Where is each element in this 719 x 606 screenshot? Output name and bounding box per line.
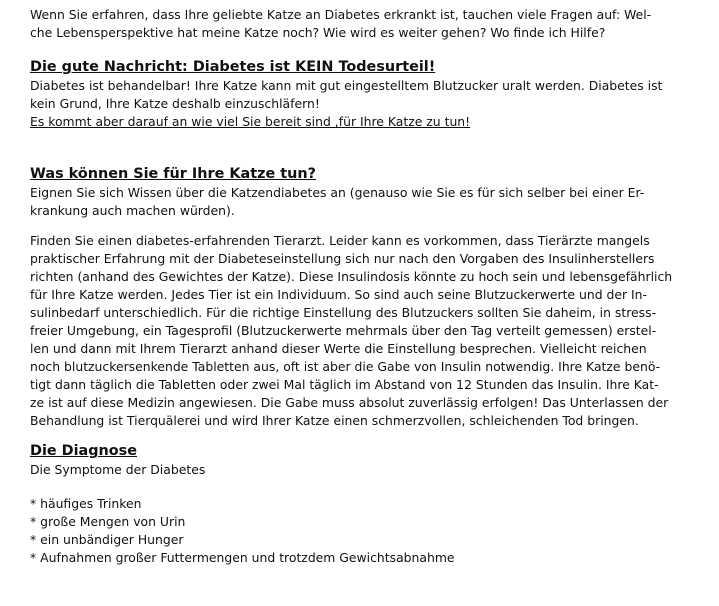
underlined-emphasis-line: Es kommt aber darauf an wie viel Sie bereit sind ,für Ihre Katze zu tun!: [30, 114, 471, 129]
good-news-section: [30, 58, 710, 131]
text-line: noch blutzuckersenkende Tabletten aus, oft ist aber die Gabe von Insulin notwendig. Ihre Katze benö-: [30, 359, 661, 374]
text-line: richten (anhand des Gewichtes der Katze). Diese Insulindosis könnte zu hoch sein und lebensgefährlich: [30, 269, 673, 284]
text-line: ze ist auf diese Medizin angewiesen. Die Gabe muss absolut zuverlässig erfolgen! Das Unterlassen der: [30, 395, 669, 410]
text-line: che Lebensperspektive hat meine Katze noch? Wie wird es weiter gehen? Wo finde ich Hilfe?: [30, 25, 606, 40]
symptom-list-item: * ein unbändiger Hunger: [30, 532, 184, 547]
symptom-list-item: * häufiges Trinken: [30, 496, 142, 511]
symptoms-subheading: Die Symptome der Diabetes: [30, 462, 206, 477]
text-line: krankung auch machen würden).: [30, 203, 235, 218]
text-line: praktischer Erfahrung mit der Diabeteseinstellung sich nur nach den Vorgaben des Insulinherstellers: [30, 251, 655, 266]
text-line: Behandlung ist Tierquälerei und wird Ihrer Katze einen schmerzvollen, schleichenden Tod bringen.: [30, 413, 639, 428]
text-line: tigt dann täglich die Tabletten oder zwei Mal täglich im Abstand von 12 Stunden das Insulin. Ihre Kat-: [30, 377, 659, 392]
diagnosis-section: [30, 442, 710, 567]
text-line: Finden Sie einen diabetes-erfahrenden Tierarzt. Leider kann es vorkommen, dass Tierärzte mangels: [30, 233, 650, 248]
intro-paragraph: [30, 6, 710, 42]
section-heading-what-to-do: Was können Sie für Ihre Katze tun?: [30, 166, 316, 182]
document-page: [30, 6, 710, 567]
symptom-list-item: * große Mengen von Urin: [30, 514, 186, 529]
text-line: Diabetes ist behandelbar! Ihre Katze kann mit gut eingestelltem Blutzucker uralt werden. Diabetes ist: [30, 78, 663, 93]
symptom-list-item: * Aufnahmen großer Futtermengen und trotzdem Gewichtsabnahme: [30, 550, 455, 565]
text-line: Eignen Sie sich Wissen über die Katzendiabetes an (genauso wie Sie es für sich selber bei einer Er-: [30, 185, 645, 200]
text-line: sulinbedarf unterschiedlich. Für die richtige Einstellung des Blutzuckers sollten Sie daheim, in stress-: [30, 305, 657, 320]
text-line: kein Grund, Ihre Katze deshalb einzuschläfern!: [30, 96, 320, 111]
section-heading-good-news: Die gute Nachricht: Diabetes ist KEIN Todesurteil!: [30, 59, 436, 75]
text-line: für Ihre Katze werden. Jedes Tier ist ein Individuum. So sind auch seine Blutzuckerwerte und der In-: [30, 287, 648, 302]
what-to-do-section: [30, 165, 710, 430]
text-line: Wenn Sie erfahren, dass Ihre geliebte Katze an Diabetes erkrankt ist, tauchen viele Fragen auf: Wel-: [30, 7, 652, 22]
text-line: len und dann mit Ihrem Tierarzt anhand dieser Werte die Einstellung besprechen. Vielleicht reichen: [30, 341, 647, 356]
section-heading-diagnosis: Die Diagnose: [30, 443, 137, 459]
text-line: freier Umgebung, ein Tagesprofil (Blutzuckerwerte mehrmals über den Tag verteilt gemessen) erstel-: [30, 323, 657, 338]
